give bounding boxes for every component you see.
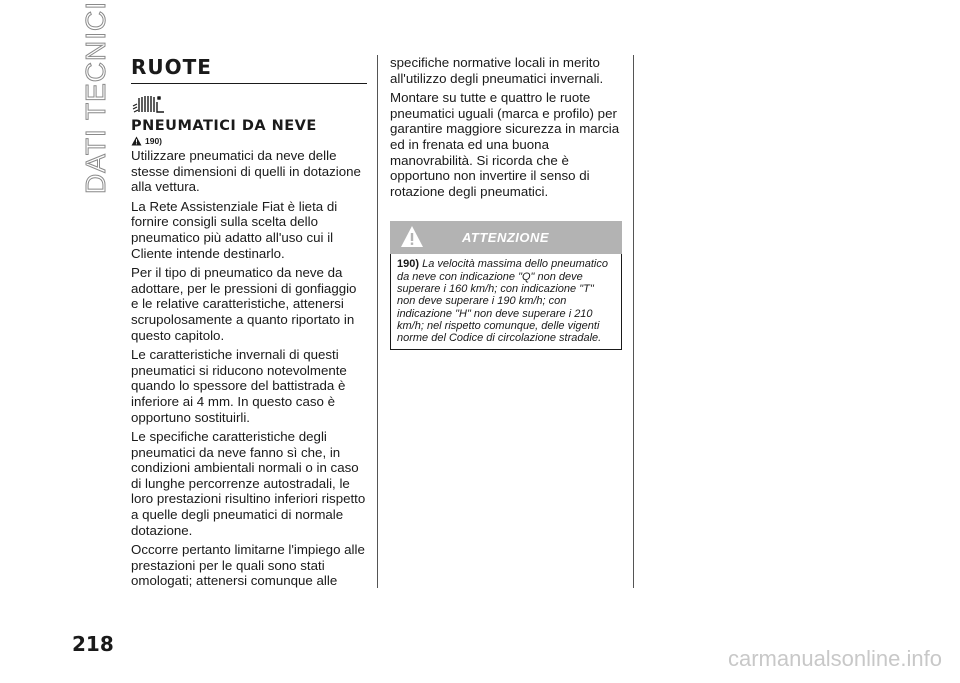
column-divider <box>377 55 378 588</box>
warning-body: La velocità massima dello pneumatico da neve con indicazione "Q" non deve superare i 160 km/h; con indicazione "T" non deve superare i 190 km/h; con indicazione "H" non deve superare i 210 km/h; nel rispetto comunque, delle vigenti norme del Codice di circolazione stradale. <box>397 258 608 345</box>
subsection-title: PNEUMATICI DA NEVE <box>131 118 317 134</box>
warning-text <box>397 258 615 344</box>
paragraph: Le specifiche caratteristiche degli pneumatici da neve fanno sì che, in condizioni ambientali normali o in caso di lunghe percorrenze autostradali, le loro prestazioni risultino inferiori rispetto a quelle degli pneumatici di normale dotazione. <box>131 429 366 538</box>
paragraph: La Rete Assistenziale Fiat è lieta di fornire consigli sulla scelta dello pneumatico più adatto all'uso cui il Cliente intende destinarlo. <box>131 198 338 261</box>
snow-tire-icon <box>131 94 167 114</box>
warning-reference-number: 190) <box>145 136 163 146</box>
paragraph: Per il tipo di pneumatico da neve da adottare, per le pressioni di gonfiaggio e le relative caratteristiche, attenersi scrupolosamente a quanto riportato in questo capitolo. <box>131 265 357 343</box>
section-title: RUOTE <box>131 55 367 84</box>
page-number: 218 <box>72 632 114 656</box>
right-column <box>390 55 622 350</box>
paragraph: Montare su tutte e quattro le ruote pneumatici uguali (marca e profilo) per garantire maggiore sicurezza in marcia ed in frenata ed una buona manovrabilità. Si ricorda che è opportuno non invertire il senso di rotazione degli pneumatici. <box>390 90 620 199</box>
watermark: carmanualsonline.info <box>727 646 942 671</box>
warning-title: ATTENZIONE <box>462 230 550 246</box>
warning-box <box>390 254 622 350</box>
left-column <box>131 55 367 593</box>
column-divider <box>633 55 634 588</box>
paragraph: Utilizzare pneumatici da neve delle stesse dimensioni di quelli in dotazione alla vettura. <box>131 148 361 195</box>
side-tab <box>80 1 111 194</box>
warning-triangle-icon <box>398 223 426 251</box>
paragraph: Occorre pertanto limitarne l'impiego alle prestazioni per le quali sono stati omologati; attenersi comunque alle <box>131 542 365 589</box>
warning-header <box>390 221 622 254</box>
side-tab-label: DATI TECNICI <box>80 1 111 194</box>
warning-number: 190) <box>397 258 420 271</box>
paragraph: specifiche normative locali in merito all'utilizzo degli pneumatici invernali. <box>390 55 604 86</box>
warning-triangle-icon <box>131 136 142 146</box>
warning-reference <box>131 136 367 146</box>
paragraph: Le caratteristiche invernali di questi pneumatici si riducono notevolmente quando lo spessore del battistrada è inferiore ai 4 mm. In questo caso è opportuno sostituirli. <box>131 347 347 425</box>
